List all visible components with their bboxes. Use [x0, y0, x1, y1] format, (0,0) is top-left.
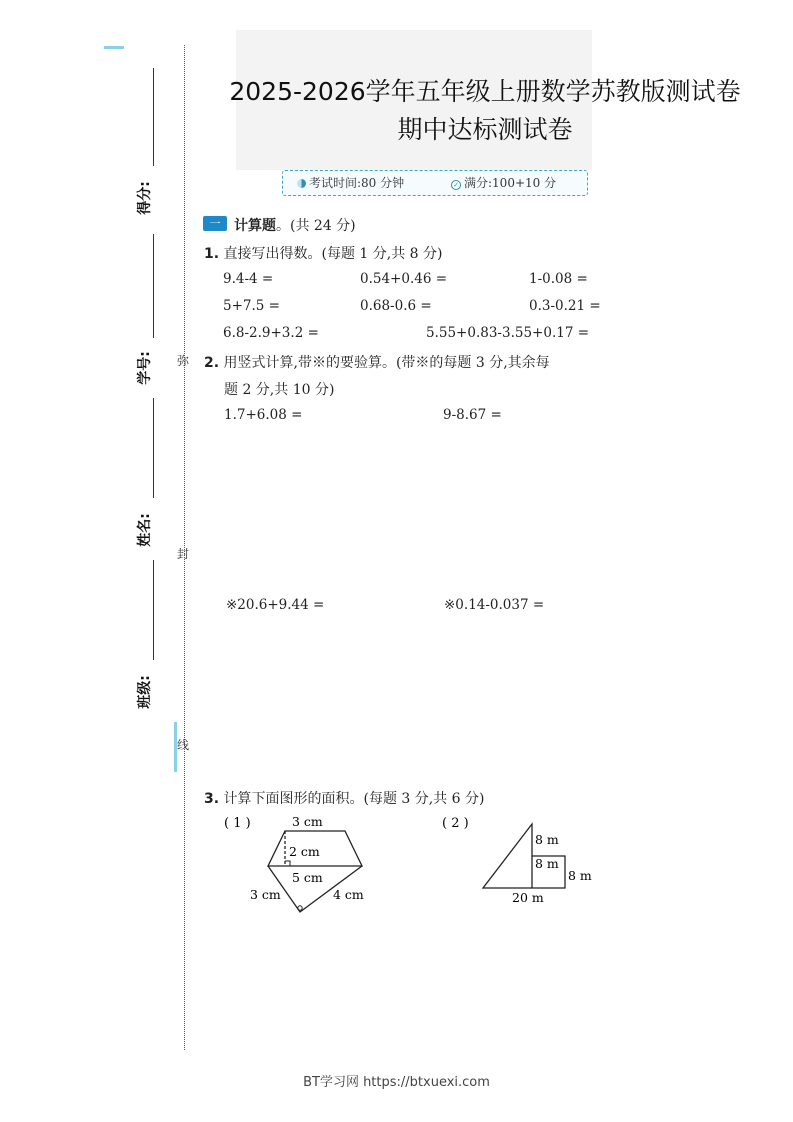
- page-subtitle: 期中达标测试卷: [397, 115, 573, 144]
- fig2-step-label: 8 m: [535, 856, 559, 871]
- q3-number: 3.: [204, 791, 220, 807]
- q2-item: 1.7+6.08 =: [224, 407, 303, 423]
- student-id-label: 学号:: [136, 351, 153, 385]
- q1-item: 6.8-2.9+3.2 =: [223, 325, 319, 341]
- q2-item: 9-8.67 =: [443, 407, 502, 423]
- section-badge: 一: [203, 216, 227, 231]
- q2-prompt: 2. 用竖式计算,带※的要验算。(带※的每题 3 分,其余每: [204, 355, 550, 371]
- fig1-right-leg-label: 4 cm: [333, 887, 364, 902]
- q1-item: 5+7.5 =: [223, 298, 280, 314]
- fig2-label: ( 2 ): [442, 816, 469, 831]
- fig1-height-label: 2 cm: [289, 844, 320, 859]
- q3-prompt: 3. 计算下面图形的面积。(每题 3 分,共 6 分): [204, 791, 485, 807]
- q1-item: 0.54+0.46 =: [360, 271, 448, 287]
- check-circle-icon: ✓: [451, 180, 461, 190]
- fig1-top-label: 3 cm: [292, 814, 323, 829]
- fig1-left-leg-label: 3 cm: [250, 887, 281, 902]
- q2-item: ※0.14-0.037 =: [444, 597, 545, 613]
- class-label: 班级:: [136, 675, 153, 709]
- q2-item: ※20.6+9.44 =: [226, 597, 325, 613]
- fig2-bottom-label: 20 m: [512, 890, 544, 905]
- full-score: ✓ 满分:100+10 分: [451, 171, 556, 195]
- q2-prompt-cont: 题 2 分,共 10 分): [224, 382, 335, 398]
- q1-item: 9.4-4 =: [223, 271, 274, 287]
- exam-time: 考试时间:80 分钟: [297, 171, 404, 195]
- q1-number: 1.: [204, 246, 220, 262]
- fig2-upper-label: 8 m: [535, 832, 559, 847]
- q2-number: 2.: [204, 355, 220, 371]
- seal-char-xian: 线: [177, 738, 190, 752]
- seal-char-feng: 封: [177, 547, 190, 561]
- page-title: 2025-2026学年五年级上册数学苏教版测试卷: [229, 77, 741, 106]
- q1-item: 5.55+0.83-3.55+0.17 =: [426, 325, 590, 341]
- q1-prompt: 1. 直接写出得数。(每题 1 分,共 8 分): [204, 246, 443, 262]
- q1-item: 0.68-0.6 =: [360, 298, 432, 314]
- fig1-base-label: 5 cm: [292, 870, 323, 885]
- fig2-right-label: 8 m: [568, 868, 592, 883]
- section-title: 计算题。(共 24 分): [234, 218, 356, 234]
- seal-char-mi: 弥: [177, 354, 190, 368]
- fig1-label: ( 1 ): [224, 816, 251, 831]
- score-label: 得分:: [136, 181, 153, 215]
- q1-item: 1-0.08 =: [529, 271, 588, 287]
- q1-item: 0.3-0.21 =: [529, 298, 601, 314]
- footer-watermark[interactable]: BT学习网 https://btxuexi.com: [303, 1075, 490, 1090]
- name-label: 姓名:: [136, 513, 153, 547]
